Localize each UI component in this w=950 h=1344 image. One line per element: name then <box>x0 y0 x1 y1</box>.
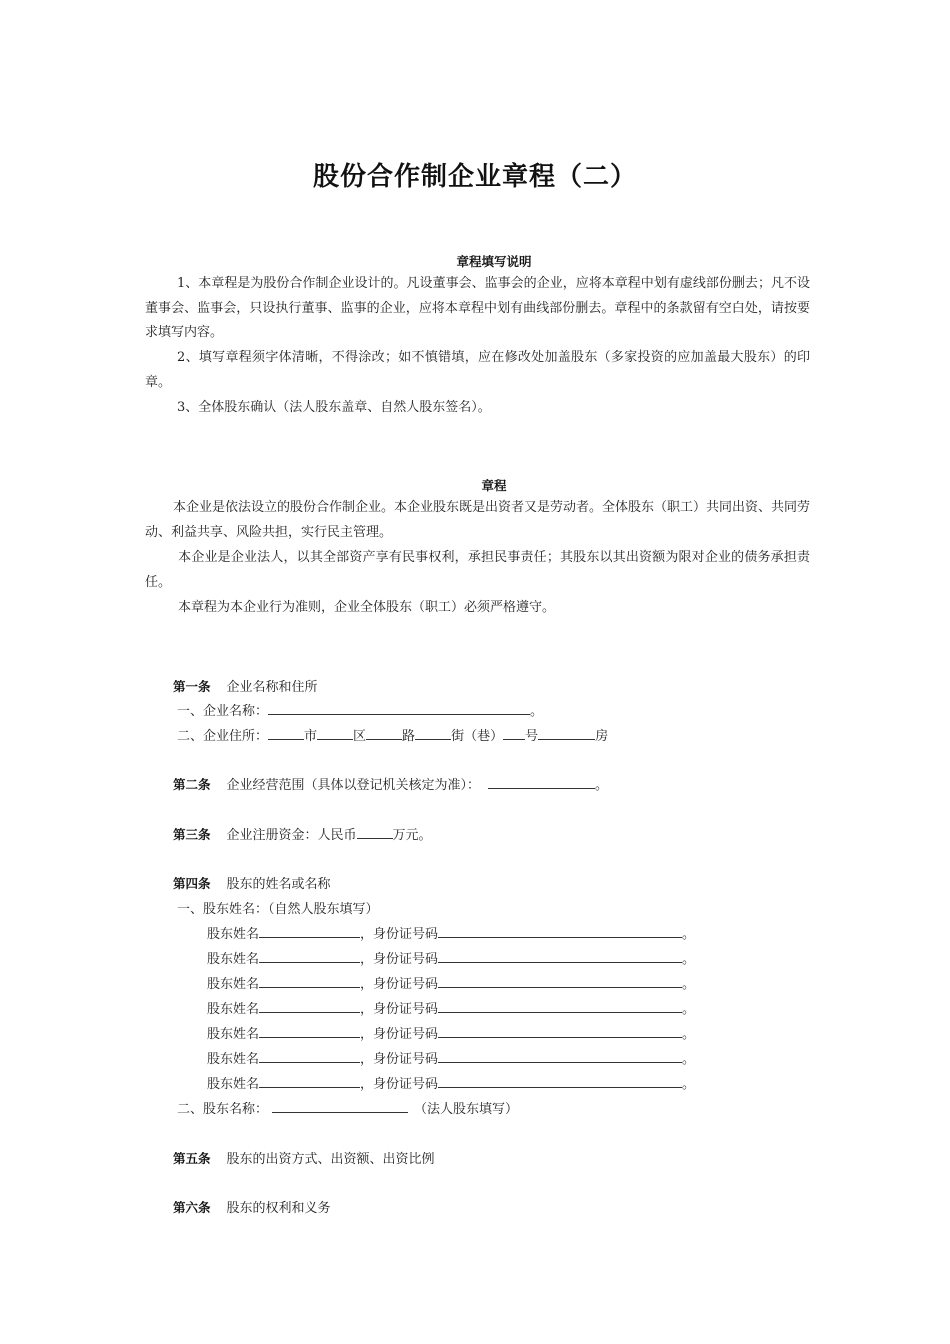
shareholder-id-field[interactable] <box>438 1049 682 1063</box>
article-5-title: 股东的出资方式、出资额、出资比例 <box>226 1152 435 1167</box>
shareholder-row: 股东姓名 ，身份证号码 。 <box>207 948 695 967</box>
shareholder-row: 股东姓名 ，身份证号码 。 <box>207 973 695 992</box>
article-3-label: 第三条 <box>173 827 211 842</box>
article-3-title: 企业注册资金：人民币 <box>226 828 357 843</box>
article-2-title: 企业经营范围（具体以登记机关核定为准）： <box>226 778 481 793</box>
shareholder-name-field[interactable] <box>259 1049 360 1063</box>
charter-heading: 章程 <box>481 478 507 493</box>
shareholder-id-field[interactable] <box>438 999 682 1013</box>
business-scope-field[interactable] <box>488 775 595 789</box>
enterprise-name-label: 一、企业名称： <box>177 704 269 719</box>
shareholder-name-field[interactable] <box>259 949 360 963</box>
instructions-heading: 章程填写说明 <box>456 254 532 269</box>
shareholder-row: 股东姓名 ，身份证号码 。 <box>207 1073 695 1092</box>
legal-shareholder-label: 二、股东名称： <box>177 1102 269 1117</box>
charter-paragraph-3: 本章程为本企业行为准则，企业全体股东（职工）必须严格遵守。 <box>178 600 556 615</box>
address-district-field[interactable] <box>317 726 353 740</box>
address-city-field[interactable] <box>268 726 304 740</box>
shareholder-id-field[interactable] <box>438 949 682 963</box>
legal-shareholder-field[interactable] <box>272 1099 408 1113</box>
instructions-paragraph-2: 2、填写章程须字体清晰，不得涂改；如不慎错填，应在修改处加盖股东（多家投资的应加盖最大股东）的印章。 <box>145 350 810 390</box>
article-6-heading <box>173 1197 331 1216</box>
charter-paragraph-1: 本企业是依法设立的股份合作制企业。本企业股东既是出资者又是劳动者。全体股东（职工）共同出资、共同劳动、利益共享、风险共担，实行民主管理。 <box>145 500 811 540</box>
legal-shareholder-row <box>177 1098 518 1117</box>
shareholder-id-field[interactable] <box>438 1074 682 1088</box>
registered-capital-field[interactable] <box>357 825 393 839</box>
legal-shareholder-note: （法人股东填写） <box>414 1102 519 1117</box>
article-1-label: 第一条 <box>173 679 211 694</box>
shareholder-row: 股东姓名 ，身份证号码 。 <box>207 923 695 942</box>
article-5-label: 第五条 <box>173 1151 211 1166</box>
address-street-field[interactable] <box>415 726 451 740</box>
article-3-row: 第三条 企业注册资金：人民币 万元。 <box>173 827 432 843</box>
enterprise-address-row: 二、企业住所： 市 区 路 街（巷） 号 房 <box>177 725 608 744</box>
article-4-label: 第四条 <box>173 876 211 891</box>
article-1-title: 企业名称和住所 <box>226 680 318 695</box>
article-1-heading <box>173 676 318 695</box>
shareholder-id-field[interactable] <box>438 924 682 938</box>
article-6-title: 股东的权利和义务 <box>226 1201 331 1216</box>
shareholder-name-field[interactable] <box>259 999 360 1013</box>
address-road-field[interactable] <box>366 726 402 740</box>
enterprise-name-row: 一、企业名称： 。 <box>177 700 543 719</box>
instructions-paragraph-1: 1、本章程是为股份合作制企业设计的。凡设董事会、监事会的企业，应将本章程中划有虚线部份删去；凡不设董事会、监事会，只设执行董事、监事的企业，应将本章程中划有曲线部份删去。章程中的条款留有空白处，请按要求填写内容。 <box>145 276 810 340</box>
shareholder-name-field[interactable] <box>259 1024 360 1038</box>
shareholder-row: 股东姓名 ，身份证号码 。 <box>207 998 695 1017</box>
shareholder-id-field[interactable] <box>438 974 682 988</box>
shareholder-id-field[interactable] <box>438 1024 682 1038</box>
address-number-field[interactable] <box>503 726 525 740</box>
shareholder-name-field[interactable] <box>259 974 360 988</box>
enterprise-address-label: 二、企业住所： <box>177 729 269 744</box>
shareholder-name-field[interactable] <box>259 924 360 938</box>
article-4-heading <box>173 873 331 892</box>
instructions-paragraph-3: 3、全体股东确认（法人股东盖章、自然人股东签名）。 <box>177 400 491 415</box>
natural-shareholder-label: 一、股东姓名：（自然人股东填写） <box>177 902 379 917</box>
article-2-row: 第二条 企业经营范围（具体以登记机关核定为准）： 。 <box>173 777 609 793</box>
shareholder-row: 股东姓名 ，身份证号码 。 <box>207 1023 695 1042</box>
address-room-field[interactable] <box>538 726 595 740</box>
article-5-heading <box>173 1148 435 1167</box>
article-2-label: 第二条 <box>173 777 211 792</box>
shareholder-row: 股东姓名 ，身份证号码 。 <box>207 1048 695 1067</box>
article-6-label: 第六条 <box>173 1200 211 1215</box>
shareholder-name-field[interactable] <box>259 1074 360 1088</box>
article-4-title: 股东的姓名或名称 <box>226 877 331 892</box>
document-title: 股份合作制企业章程（二） <box>312 162 637 192</box>
charter-paragraph-2: 本企业是企业法人，以其全部资产享有民事权利，承担民事责任；其股东以其出资额为限对企业的债务承担责任。 <box>145 550 810 590</box>
enterprise-name-field[interactable] <box>268 701 530 715</box>
